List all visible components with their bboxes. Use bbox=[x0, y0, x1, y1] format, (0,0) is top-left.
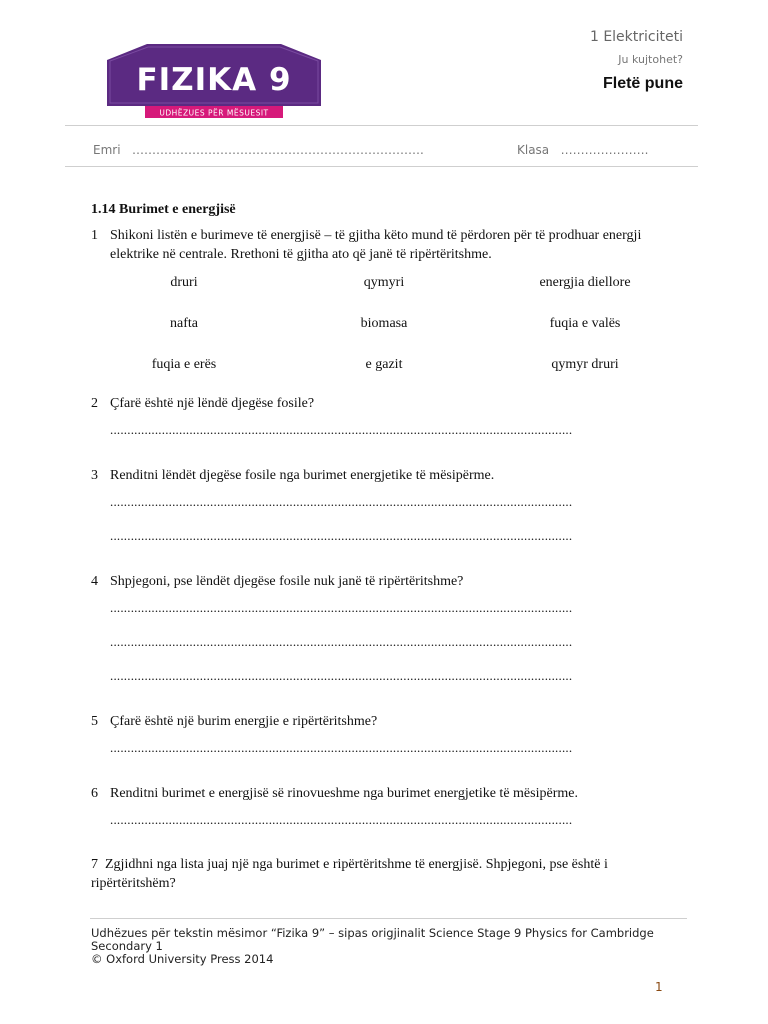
answer-line[interactable]: ...................................................................................................................................... bbox=[110, 528, 573, 543]
answer-line[interactable]: ...................................................................................................................................... bbox=[110, 600, 573, 615]
answer-line[interactable]: ...................................................................................................................................... bbox=[110, 740, 573, 755]
answer-line[interactable]: ...................................................................................................................................... bbox=[110, 634, 573, 649]
question-text: Renditni burimet e energjisë së rinovueshme nga burimet energjetike të mësipërme. bbox=[110, 786, 578, 801]
energy-source: qymyr druri bbox=[551, 357, 619, 372]
energy-source: e gazit bbox=[365, 357, 403, 372]
class-field bbox=[517, 143, 648, 157]
answer-line[interactable]: ...................................................................................................................................... bbox=[110, 494, 573, 509]
question-number: 6 bbox=[91, 786, 98, 801]
class-label: Klasa bbox=[517, 143, 550, 157]
question-3 bbox=[91, 466, 651, 485]
question-6 bbox=[91, 784, 651, 803]
energy-source: fuqia e valës bbox=[549, 316, 621, 331]
question-number: 1 bbox=[91, 228, 98, 243]
question-text: Renditni lëndët djegëse fosile nga burimet energjetike të mësipërme. bbox=[110, 468, 495, 483]
energy-source: nafta bbox=[170, 316, 198, 331]
section-title: 1.14 Burimet e energjisë bbox=[91, 202, 236, 217]
header-divider bbox=[65, 125, 698, 126]
logo-title: FIZIKA 9 bbox=[136, 62, 292, 98]
class-dots: …………………. bbox=[560, 143, 649, 157]
footer-line-2: © Oxford University Press 2014 bbox=[91, 952, 274, 966]
question-number: 2 bbox=[91, 396, 98, 411]
question-text: Zgjidhni nga lista juaj një nga burimet e ripërtëritshme të energjisë. Shpjegoni, pse është i ripërtëritshëm? bbox=[91, 857, 608, 891]
energy-source: fuqia e erës bbox=[151, 357, 217, 372]
question-number: 5 bbox=[91, 714, 98, 729]
name-label: Emri bbox=[93, 143, 121, 157]
answer-line[interactable]: ...................................................................................................................................... bbox=[110, 668, 573, 683]
question-text: Shikoni listën e burimeve të energjisë – të gjitha këto mund të përdoren për të prodhuar energji elektrike në centrale. Rrethoni të gjitha ato që janë të ripërtëritshme. bbox=[110, 228, 642, 262]
sheet-title: Fletë pune bbox=[602, 75, 683, 92]
footer-line-1: Udhëzues për tekstin mësimor “Fizika 9” – sipas origjinalit Science Stage 9 Physics for Cambridge Secondary 1 bbox=[91, 926, 654, 953]
energy-source: energjia diellore bbox=[539, 275, 631, 290]
question-4 bbox=[91, 572, 651, 591]
question-number: 4 bbox=[91, 574, 98, 589]
chapter-label: 1 Elektriciteti bbox=[589, 29, 683, 45]
name-dots: ………………………………………………………………. bbox=[132, 143, 424, 157]
question-number: 3 bbox=[91, 468, 98, 483]
question-1 bbox=[91, 226, 651, 264]
energy-source: biomasa bbox=[360, 316, 408, 331]
fizika-9-logo bbox=[107, 44, 321, 120]
question-text: Çfarë është një lëndë djegëse fosile? bbox=[110, 396, 315, 411]
footer-divider bbox=[90, 918, 687, 919]
question-text: Shpjegoni, pse lëndët djegëse fosile nuk janë të ripërtëritshme? bbox=[110, 574, 464, 589]
energy-source: qymyri bbox=[363, 275, 405, 290]
question-7 bbox=[91, 855, 636, 893]
logo-subtitle: UDHËZUES PËR MËSUESIT bbox=[159, 108, 269, 118]
energy-source: druri bbox=[170, 275, 198, 290]
answer-line[interactable]: ...................................................................................................................................... bbox=[110, 812, 573, 827]
page-number: 1 bbox=[655, 980, 663, 994]
question-number: 7 bbox=[91, 857, 98, 872]
name-field bbox=[93, 143, 424, 157]
form-divider bbox=[65, 166, 698, 167]
header-subtitle: Ju kujtohet? bbox=[618, 53, 683, 66]
footer-credits bbox=[91, 927, 691, 966]
answer-line[interactable]: ...................................................................................................................................... bbox=[110, 422, 573, 437]
question-5 bbox=[91, 712, 651, 731]
question-2 bbox=[91, 394, 651, 413]
question-text: Çfarë është një burim energjie e ripërtëritshme? bbox=[110, 714, 378, 729]
